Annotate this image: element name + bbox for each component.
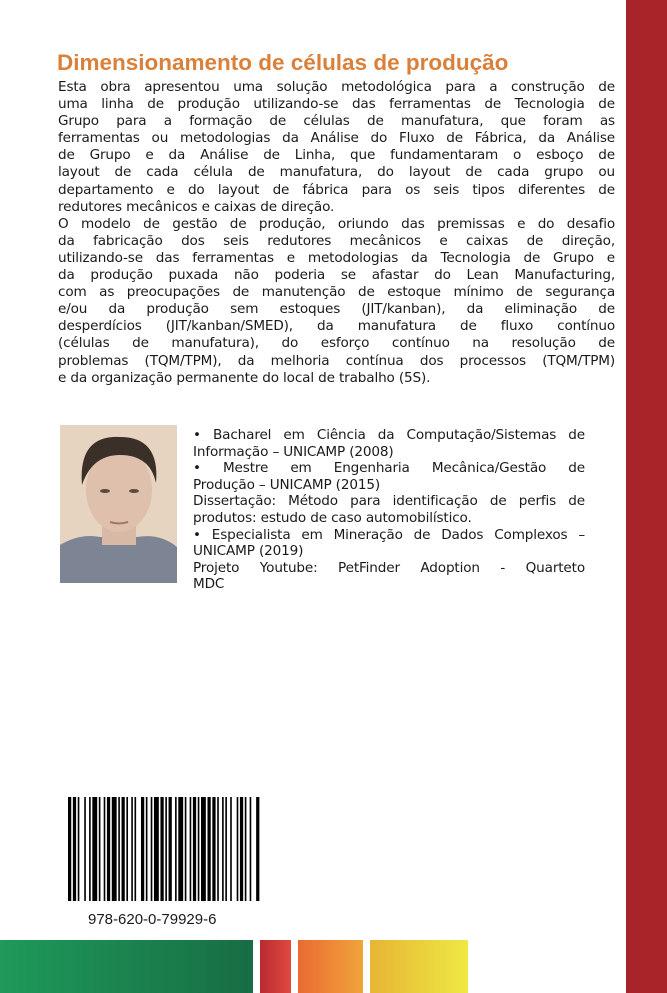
text-line: problemas (TQM/TPM), da melhoria contínua dos processos (TQM/TPM): [58, 352, 615, 369]
barcode-bar: [193, 797, 196, 901]
barcode-bar: [160, 797, 163, 901]
barcode-bar: [104, 797, 106, 901]
text-line: e da organização permanente do local de trabalho (5S).: [58, 369, 431, 386]
barcode-bar: [217, 797, 219, 901]
text-line: com as preocupações de manutenção de estoque mínimo de segurança: [58, 284, 615, 301]
text-line: UNICAMP (2019): [193, 543, 304, 560]
text-line: ferramentas ou metodologias da Análise do Fluxo de Fábrica, da Análise: [58, 130, 615, 147]
barcode-bar: [112, 797, 117, 901]
text-line: O modelo de gestão de produção, oriundo das premissas e do desafio: [58, 215, 615, 232]
barcode-bar: [118, 797, 120, 901]
text-line: • Especialista em Mineração de Dados Complexos –: [193, 526, 585, 543]
text-line: MDC: [193, 576, 225, 593]
barcode-bar: [212, 797, 215, 901]
barcode: [68, 797, 261, 901]
barcode-bar: [169, 797, 172, 901]
barcode-bar: [165, 797, 167, 901]
barcode-bar: [99, 797, 101, 901]
barcode-bar: [78, 797, 80, 901]
barcode-bar: [256, 797, 259, 901]
barcode-bar: [134, 797, 136, 901]
text-line: da produção puxada não poderia se afastar do Lean Manufacturing,: [58, 267, 615, 284]
text-line: Esta obra apresentou uma solução metodológica para a construção de: [58, 79, 615, 95]
barcode-bar: [175, 797, 177, 901]
isbn-number: 978-620-0-79929-6: [88, 911, 217, 928]
spine-stripe: [626, 0, 667, 993]
text-line: Grupo para a formação de células de manufatura, que foram as: [58, 113, 615, 130]
barcode-bar: [185, 797, 187, 901]
text-line: (células de manufatura), do esforço contínuo na resolução de: [58, 335, 615, 352]
text-line: uma linha de produção utilizando-se das ferramentas de Tecnologia de: [58, 96, 615, 113]
barcode-bar: [245, 797, 247, 901]
text-line: Informação – UNICAMP (2008): [193, 443, 394, 460]
barcode-bar: [178, 797, 183, 901]
yellow-color-bar: [370, 940, 468, 993]
barcode-bar: [237, 797, 239, 901]
barcode-bar: [68, 797, 71, 901]
text-line: da fabricação dos seis redutores mecânicos e caixas de direção,: [58, 232, 615, 249]
barcode-bar: [89, 797, 91, 901]
barcode-bar: [230, 797, 232, 901]
barcode-bar: [222, 797, 224, 901]
text-line: departamento e do layout de fábrica para os seis tipos diferentes de: [58, 181, 615, 198]
barcode-bar: [190, 797, 192, 901]
barcode-bar: [92, 797, 97, 901]
green-color-bar: [0, 940, 253, 993]
barcode-bar: [201, 797, 206, 901]
text-line: layout de cada célula de manufatura, do layout de cada grupo ou: [58, 164, 615, 181]
barcode-bar: [141, 797, 144, 901]
barcode-bar: [107, 797, 110, 901]
text-line: Produção – UNICAMP (2015): [193, 476, 380, 493]
text-line: • Mestre em Engenharia Mecânica/Gestão de: [193, 460, 585, 477]
barcode-bar: [207, 797, 210, 901]
barcode-bar: [73, 797, 76, 901]
barcode-bar: [84, 797, 86, 901]
red-color-bar: [260, 940, 291, 993]
barcode-bar: [154, 797, 159, 901]
text-line: Dissertação: Método para identificação de perfis de: [193, 493, 585, 510]
text-line: de Grupo e da Análise de Linha, que fundamentaram o esboço de: [58, 147, 615, 164]
text-line: Projeto Youtube: PetFinder Adoption - Quarteto: [193, 559, 585, 576]
text-line: redutores mecânicos e caixas de direção.: [58, 198, 335, 215]
barcode-bar: [240, 797, 243, 901]
barcode-bar: [122, 797, 125, 901]
barcode-bar: [151, 797, 153, 901]
text-line: desperdícios (JIT/kanban/SMED), da manufatura de fluxo contínuo: [58, 318, 615, 335]
text-line: e/ou da produção sem estoques (JIT/kanban), da eliminação de: [58, 301, 615, 318]
barcode-bar: [225, 797, 227, 901]
synopsis: [58, 79, 615, 387]
author-photo: [60, 425, 177, 583]
barcode-bar: [146, 797, 148, 901]
orange-color-bar: [298, 940, 363, 993]
text-line: utilizando-se das ferramentas e metodologias da Tecnologia de Grupo e: [58, 249, 615, 266]
barcode-bar: [126, 797, 128, 901]
author-bio: [193, 427, 585, 593]
barcode-bar: [198, 797, 200, 901]
barcode-bar: [131, 797, 133, 901]
text-line: • Bacharel em Ciência da Computação/Sistemas de: [193, 427, 585, 443]
text-line: produtos: estudo de caso automobilístico.: [193, 509, 472, 526]
book-title: Dimensionamento de células de produção: [57, 50, 509, 75]
barcode-bar: [250, 797, 252, 901]
